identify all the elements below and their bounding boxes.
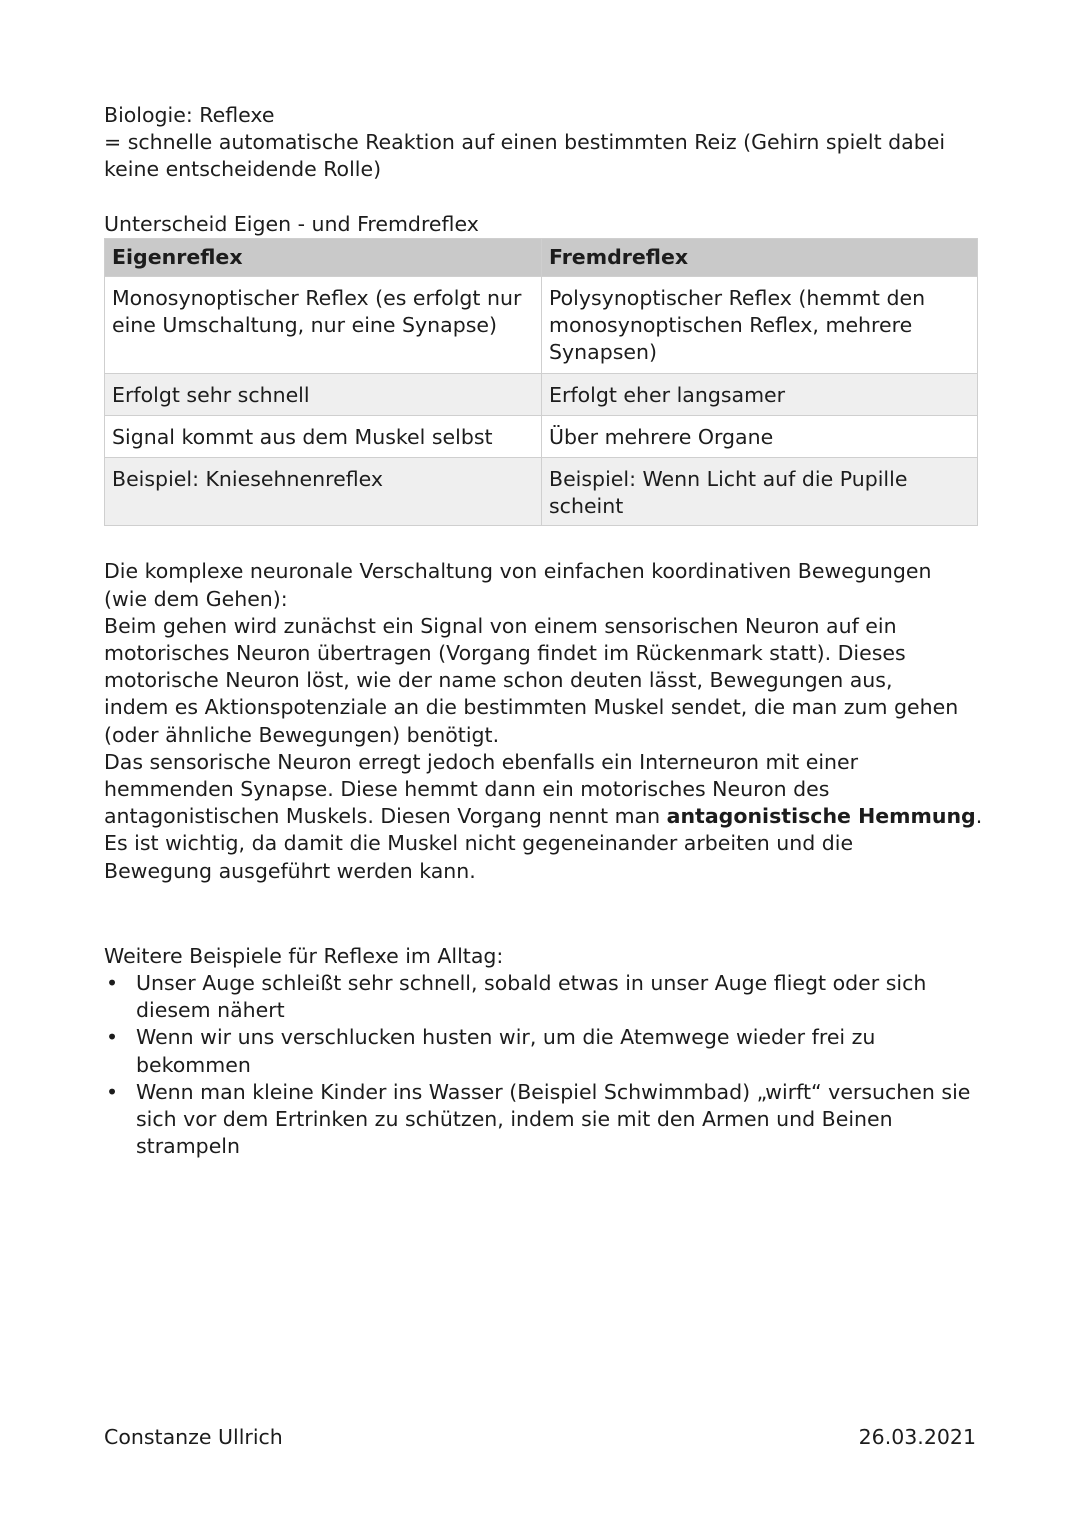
paragraph-line: Beim gehen wird zunächst ein Signal von einem sensorischen Neuron auf ein <box>104 613 897 638</box>
emphasis-suffix: . <box>975 804 983 829</box>
paragraph-line: motorische Neuron löst, wie der name schon deuten lässt, Bewegungen aus, <box>104 668 893 693</box>
cell-line: Monosynoptischer Reflex (es erfolgt nur <box>112 286 522 311</box>
list-item-line: diesem nähert <box>136 998 285 1023</box>
heading-block <box>104 102 978 184</box>
table-cell <box>105 373 542 415</box>
reflex-comparison-table <box>104 238 978 527</box>
cell-line: Beispiel: Kniesehnenreflex <box>112 467 384 492</box>
list-item <box>104 1079 978 1161</box>
table-header-row <box>105 238 978 276</box>
cell-line: Synapsen) <box>549 340 657 365</box>
comparison-section <box>104 211 978 527</box>
paragraph-line: Die komplexe neuronale Verschaltung von einfachen koordinativen Bewegungen <box>104 559 932 584</box>
table-cell <box>542 373 978 415</box>
paragraph-line: Das sensorische Neuron erregt jedoch ebenfalls ein Interneuron mit einer <box>104 749 859 774</box>
list-item-line: Unser Auge schleißt sehr schnell, sobald etwas in unser Auge fliegt oder sich <box>136 971 927 996</box>
key-term-antagonistische-hemmung: antagonistische Hemmung <box>666 804 976 829</box>
list-item <box>104 1024 978 1078</box>
bullet-icon: • <box>106 1025 119 1050</box>
cell-line: Erfolgt sehr schnell <box>112 382 310 407</box>
paragraph-line: Bewegung ausgeführt werden kann. <box>104 858 476 883</box>
list-item-line: Wenn man kleine Kinder ins Wasser (Beispiel Schwimmbad) „wirft“ versuchen sie <box>136 1079 971 1104</box>
paragraph-line: motorisches Neuron übertragen (Vorgang findet im Rückenmark statt). Dieses <box>104 641 906 666</box>
cell-line: Erfolgt eher langsamer <box>549 382 786 407</box>
list-item-line: bekommen <box>136 1052 251 1077</box>
cell-line: Über mehrere Organe <box>549 424 774 449</box>
cell-line: monosynoptischen Reflex, mehrere <box>549 313 913 338</box>
table-cell <box>105 277 542 374</box>
bullet-icon: • <box>106 1079 119 1104</box>
definition-line: = schnelle automatische Reaktion auf einen bestimmten Reiz (Gehirn spielt dabei <box>104 130 946 155</box>
footer-author: Constanze Ullrich <box>104 1425 283 1449</box>
cell-line: eine Umschaltung, nur eine Synapse) <box>112 313 498 338</box>
examples-list <box>104 970 978 1160</box>
paragraph-line: (oder ähnliche Bewegungen) benötigt. <box>104 722 500 747</box>
cell-line: Signal kommt aus dem Muskel selbst <box>112 424 493 449</box>
list-item-line: strampeln <box>136 1134 240 1159</box>
table-row <box>105 415 978 457</box>
paragraph-line-emphasis <box>104 803 983 830</box>
examples-section <box>104 943 978 1161</box>
table-cell <box>542 458 978 526</box>
cell-line: Polysynoptischer Reflex (hemmt den <box>549 286 926 311</box>
table-row <box>105 373 978 415</box>
document-title: Biologie: Reflexe <box>104 103 275 127</box>
cell-line: Beispiel: Wenn Licht auf die Pupille <box>549 467 908 492</box>
cell-line: scheint <box>549 494 624 519</box>
paragraph-line: (wie dem Gehen): <box>104 586 288 611</box>
table-row <box>105 277 978 374</box>
list-item-line: Wenn wir uns verschlucken husten wir, um die Atemwege wieder frei zu <box>136 1025 876 1050</box>
table-caption: Unterscheid Eigen - und Fremdreflex <box>104 211 479 236</box>
examples-intro: Weitere Beispiele für Reflexe im Alltag: <box>104 943 504 968</box>
definition-line: keine entscheidende Rolle) <box>104 157 382 182</box>
table-cell <box>105 458 542 526</box>
table-cell <box>542 415 978 457</box>
paragraph-line: Es ist wichtig, da damit die Muskel nicht gegeneinander arbeiten und die <box>104 831 854 856</box>
table-row <box>105 458 978 526</box>
neural-circuit-section <box>104 558 983 884</box>
table-cell <box>542 277 978 374</box>
list-item <box>104 970 978 1024</box>
header-eigenreflex: Eigenreflex <box>105 238 542 276</box>
emphasis-prefix: antagonistischen Muskels. Diesen Vorgang nennt man <box>104 804 667 829</box>
document-page <box>104 102 983 1161</box>
table-cell <box>105 415 542 457</box>
bullet-icon: • <box>106 971 119 996</box>
paragraph-line: hemmenden Synapse. Diese hemmt dann ein motorisches Neuron des <box>104 777 830 802</box>
list-item-line: sich vor dem Ertrinken zu schützen, indem sie mit den Armen und Beinen <box>136 1107 893 1132</box>
footer-date: 26.03.2021 <box>858 1425 976 1449</box>
paragraph-line: indem es Aktionspotenziale an die bestimmten Muskel sendet, die man zum gehen <box>104 695 959 720</box>
header-fremdreflex: Fremdreflex <box>542 238 978 276</box>
